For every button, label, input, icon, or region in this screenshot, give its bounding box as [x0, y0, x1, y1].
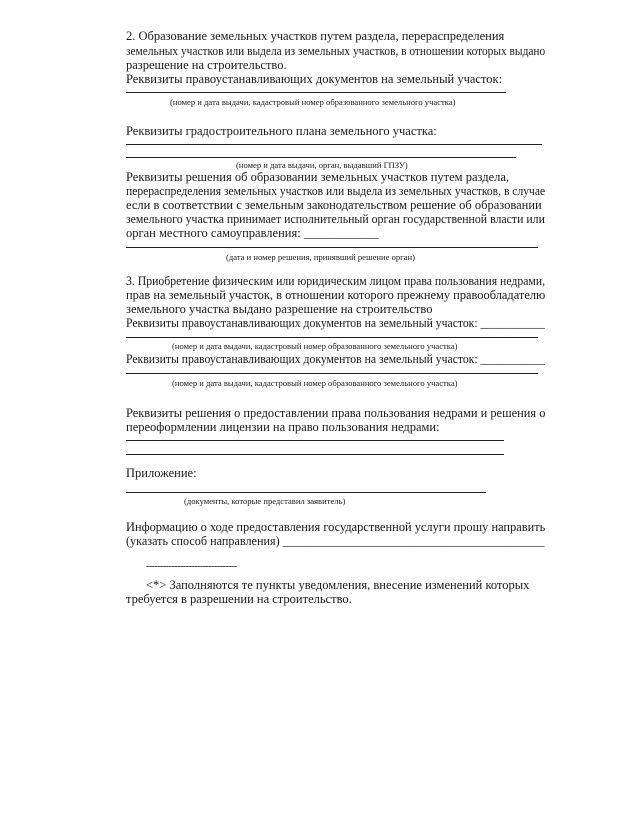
section2-text: разрешение на строительство. [126, 58, 287, 72]
decision-text: земельного участка принимает исполнительный орган государственной власти или [126, 212, 545, 226]
attachment-caption: (документы, которые представил заявитель) [184, 496, 346, 506]
decision-text: если в соответствии с земельным законодательством решение об образовании [126, 198, 542, 212]
land-docs-blank[interactable] [126, 92, 506, 93]
subsoil-blank[interactable] [126, 440, 504, 441]
land-docs-caption: (номер и дата выдачи, кадастровый номер образованного земельного участка) [170, 97, 456, 107]
land-docs-label: Реквизиты правоустанавливающих документов на земельный участок: ___________ [126, 316, 545, 330]
section3-text: земельного участка выдано разрешение на строительство [126, 302, 433, 316]
section3-text: прав на земельный участок, в отношении которого прежнему правообладателю [126, 288, 546, 302]
decision-text: орган местного самоуправления: ____________ [126, 226, 379, 240]
decision-text: перераспределения земельных участков или выдела из земельных участков, в случае [126, 184, 546, 198]
land-docs-caption: (номер и дата выдачи, кадастровый номер образованного земельного участка) [172, 341, 458, 351]
subsoil-text: Реквизиты решения о предоставлении права пользования недрами и решения о [126, 406, 546, 420]
footnote-divider: -------------------------------- [146, 561, 237, 572]
land-docs-blank[interactable] [126, 373, 538, 374]
gpzu-blank[interactable] [126, 144, 542, 145]
attachment-blank[interactable] [126, 492, 486, 493]
decision-blank[interactable] [126, 247, 538, 248]
attachment-label: Приложение: [126, 466, 197, 480]
land-docs-label: Реквизиты правоустанавливающих документов на земельный участок: ___________ [126, 352, 545, 366]
decision-text: Реквизиты решения об образовании земельных участков путем раздела, [126, 170, 510, 184]
land-docs-caption: (номер и дата выдачи, кадастровый номер образованного земельного участка) [172, 378, 458, 388]
info-text: Информацию о ходе предоставления государственной услуги прошу направить [126, 520, 546, 534]
gpzu-caption: (номер и дата выдачи, орган, выдавший ГПЗУ) [236, 160, 408, 170]
section2-heading: 2. Образование земельных участков путем раздела, перераспределения [126, 29, 505, 43]
footnote-text: требуется в разрешении на строительство. [126, 592, 352, 606]
gpzu-blank[interactable] [126, 157, 516, 158]
section2-text: земельных участков или выдела из земельных участков, в отношении которых выдано [126, 44, 546, 58]
land-docs-blank[interactable] [126, 337, 538, 338]
land-docs-label: Реквизиты правоустанавливающих документов на земельный участок: [126, 72, 503, 86]
subsoil-blank[interactable] [126, 454, 504, 455]
subsoil-label: переоформлении лицензии на право пользования недрами: [126, 420, 440, 434]
footnote-text: <*> Заполняются те пункты уведомления, внесение изменений которых [146, 578, 530, 592]
gpzu-label: Реквизиты градостроительного плана земельного участка: [126, 124, 437, 138]
section3-heading: 3. Приобретение физическим или юридическим лицом права пользования недрами, [126, 274, 546, 288]
decision-caption: (дата и номер решения, принявший решение орган) [226, 252, 415, 262]
info-method-label: (указать способ направления) ___________________________________________ [126, 534, 545, 548]
